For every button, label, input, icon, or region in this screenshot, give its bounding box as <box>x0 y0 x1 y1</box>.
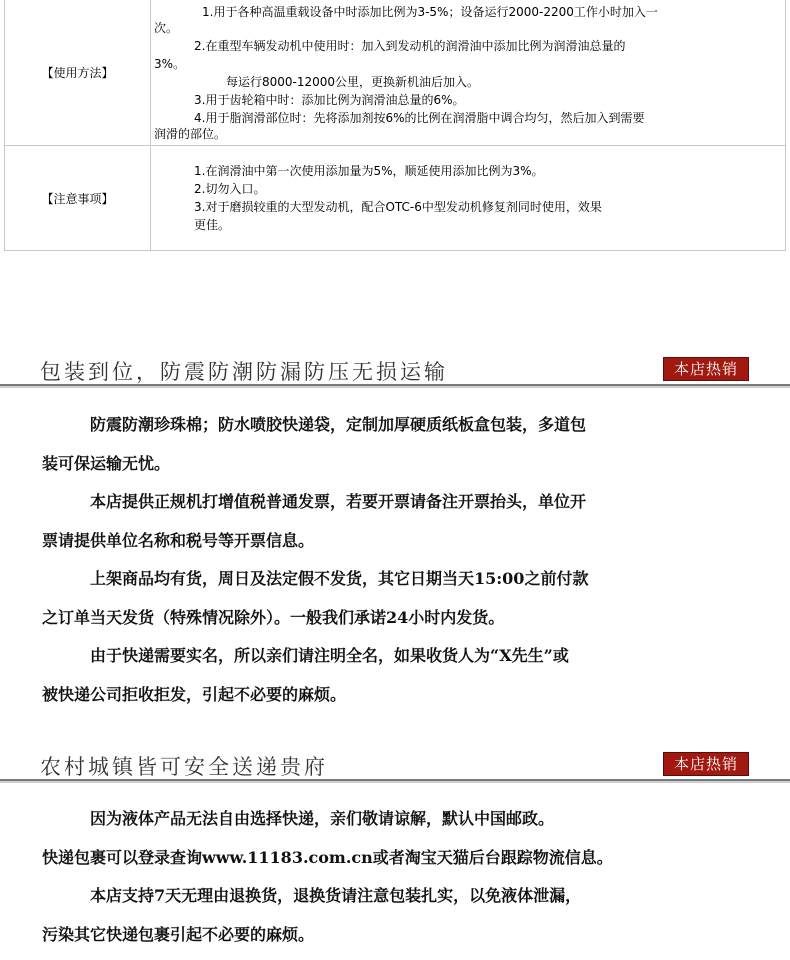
hot-sale-badge[interactable]: 本店热销 <box>663 752 749 776</box>
notes-label: 【注意事项】 <box>5 147 151 250</box>
body-line: 票请提供单位名称和税号等开票信息。 <box>42 531 315 550</box>
body-line: 被快递公司拒收拒发，引起不必要的麻烦。 <box>42 685 347 704</box>
body-line: 快递包裹可以登录查询www.11183.com.cn或者淘宝天猫后台跟踪物流信息。 <box>42 848 613 867</box>
body-line: 由于快递需要实名，所以亲们请注明全名，如果收货人为“X先生”或 <box>90 646 569 665</box>
section-title: 包装到位，防震防潮防漏防压无损运输 <box>40 360 448 384</box>
section-title: 农村城镇皆可安全送递贵府 <box>40 755 328 779</box>
notes-line: 1.在润滑油中第一次使用添加量为5%，顺延使用添加比例为3%。 <box>194 164 544 178</box>
usage-line: 2.在重型车辆发动机中使用时：加入到发动机的润滑油中添加比例为润滑油总量的 <box>194 39 626 53</box>
section-header-delivery <box>0 751 790 783</box>
usage-line: 次。 <box>154 21 179 35</box>
body-line: 因为液体产品无法自由选择快递，亲们敬请谅解，默认中国邮政。 <box>90 809 555 828</box>
usage-line: 3.用于齿轮箱中时：添加比例为润滑油总量的6%。 <box>194 93 465 107</box>
body-line: 本店提供正规机打增值税普通发票，若要开票请备注开票抬头，单位开 <box>90 492 587 511</box>
section-header-shipping <box>0 356 790 388</box>
usage-line: 1.用于各种高温重载设备中时添加比例为3-5%；设备运行2000-2200工作小时加入一 <box>202 5 658 19</box>
usage-line: 每运行8000-12000公里，更换新机油后加入。 <box>226 75 480 89</box>
body-line: 本店支持7天无理由退换货，退换货请注意包装扎实，以免液体泄漏， <box>90 886 582 905</box>
notes-line: 3.对于磨损较重的大型发动机，配合OTC-6中型发动机修复剂同时使用，效果 <box>194 200 602 214</box>
usage-label: 【使用方法】 <box>5 0 151 145</box>
body-line: 装可保运输无忧。 <box>42 454 171 473</box>
usage-line: 4.用于脂润滑部位时：先将添加剂按6%的比例在润滑脂中调合均匀，然后加入到需要 <box>194 111 645 125</box>
hot-sale-badge[interactable]: 本店热销 <box>663 357 749 381</box>
spec-table <box>4 0 786 251</box>
section-divider <box>0 779 790 783</box>
body-line: 污染其它快递包裹引起不必要的麻烦。 <box>42 925 315 944</box>
usage-line: 3%。 <box>154 57 186 71</box>
usage-row <box>5 0 785 146</box>
body-line: 上架商品均有货，周日及法定假不发货，其它日期当天15:00之前付款 <box>90 569 589 588</box>
section-divider <box>0 384 790 388</box>
notes-line: 2.切勿入口。 <box>194 182 266 196</box>
usage-content <box>152 0 785 145</box>
usage-line: 润滑的部位。 <box>154 127 227 141</box>
body-line: 防震防潮珍珠棉；防水喷胶快递袋，定制加厚硬质纸板盒包装，多道包 <box>90 415 587 434</box>
notes-line: 更佳。 <box>194 218 231 232</box>
body-line: 之订单当天发货（特殊情况除外）。一般我们承诺24小时内发货。 <box>42 608 505 627</box>
notes-row <box>5 147 785 250</box>
notes-content <box>152 147 785 250</box>
